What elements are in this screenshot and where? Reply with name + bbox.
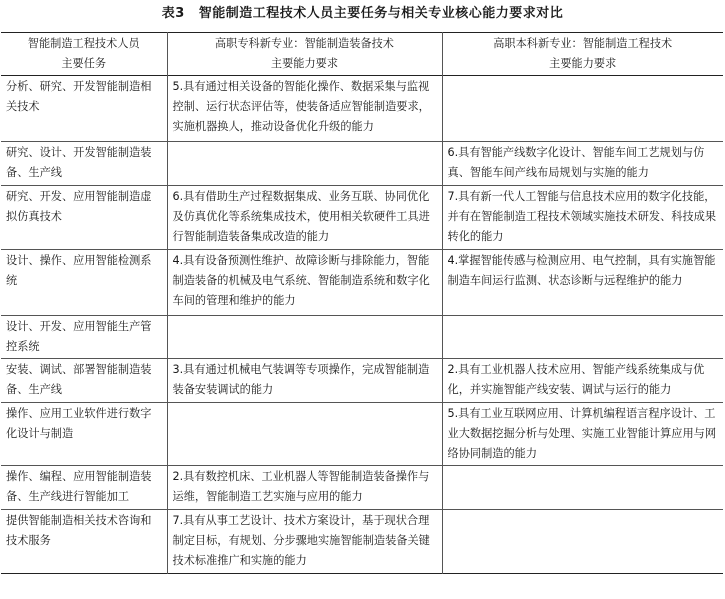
- table-row: [1, 76, 723, 142]
- vocational-cell: 2.具有数控机床、工业机器人等智能制造装备操作与运维，智能制造工艺实施与应用的能力: [167, 466, 442, 510]
- header-undergraduate: [442, 33, 723, 76]
- undergraduate-cell: 6.具有智能产线数字化设计、智能车间工艺规划与仿真、智能车间产线布局规划与实施的能力: [442, 142, 723, 186]
- vocational-cell: 5.具有通过相关设备的智能化操作、数据采集与监视控制、运行状态评估等，使装备适应智能制造要求，实施机器换人，推动设备优化升级的能力: [167, 76, 442, 142]
- task-cell: 分析、研究、开发智能制造相关技术: [6, 80, 152, 113]
- table-row: [1, 186, 723, 250]
- task-cell: 操作、应用工业软件进行数字化设计与制造: [6, 407, 152, 440]
- undergraduate-cell: [442, 466, 723, 510]
- undergraduate-cell: [442, 316, 723, 359]
- header-vocational-line2: 主要能力要求: [270, 57, 339, 70]
- vocational-cell: [167, 316, 442, 359]
- table-row: [1, 250, 723, 316]
- task-cell: 研究、开发、应用智能制造虚拟仿真技术: [6, 190, 152, 223]
- task-cell: 设计、开发、应用智能生产管控系统: [6, 320, 152, 353]
- task-cell: 设计、操作、应用智能检测系统: [6, 254, 152, 287]
- header-task: [1, 33, 167, 76]
- table-number: 表3: [161, 6, 185, 21]
- vocational-cell: [167, 142, 442, 186]
- comparison-table: [1, 32, 723, 574]
- vocational-cell: 6.具有借助生产过程数据集成、业务互联、协同优化及仿真优化等系统集成技术，使用相关软硬件工具进行智能制造装备集成改造的能力: [167, 186, 442, 250]
- table-row: [1, 316, 723, 359]
- task-cell: 操作、编程、应用智能制造装备、生产线进行智能加工: [6, 470, 152, 503]
- header-undergraduate-line1: 高职本科新专业：智能制造工程技术: [493, 37, 673, 50]
- header-vocational-line1: 高职专科新专业：智能制造装备技术: [214, 37, 394, 50]
- undergraduate-cell: 4.掌握智能传感与检测应用、电气控制，具有实施智能制造车间运行监测、状态诊断与远程维护的能力: [442, 250, 723, 316]
- task-cell: 提供智能制造相关技术咨询和技术服务: [6, 514, 152, 547]
- table-caption: [1, 0, 724, 32]
- task-cell: 研究、设计、开发智能制造装备、生产线: [6, 146, 152, 179]
- header-task-line1: 智能制造工程技术人员: [27, 37, 140, 50]
- header-task-line2: 主要任务: [61, 57, 107, 70]
- vocational-cell: 4.具有设备预测性维护、故障诊断与排除能力，智能制造装备的机械及电气系统、智能制造系统和数字化车间的管理和维护的能力: [167, 250, 442, 316]
- vocational-cell: 7.具有从事工艺设计、技术方案设计，基于现状合理制定目标，有规划、分步骤地实施智能制造装备关键技术标准推广和实施的能力: [167, 510, 442, 574]
- table-row: [1, 403, 723, 466]
- undergraduate-cell: [442, 76, 723, 142]
- table-row: [1, 142, 723, 186]
- table-row: [1, 466, 723, 510]
- task-cell: 安装、调试、部署智能制造装备、生产线: [6, 363, 152, 396]
- header-undergraduate-line2: 主要能力要求: [549, 57, 617, 70]
- table-row: [1, 510, 723, 574]
- undergraduate-cell: 5.具有工业互联网应用、计算机编程语言程序设计、工业大数据挖掘分析与处理、实施工业智能计算应用与网络协同制造的能力: [442, 403, 723, 466]
- vocational-cell: [167, 403, 442, 466]
- vocational-cell: 3.具有通过机械电气装调等专项操作，完成智能制造装备安装调试的能力: [167, 359, 442, 403]
- header-row: [1, 33, 723, 76]
- table-row: [1, 359, 723, 403]
- undergraduate-cell: [442, 510, 723, 574]
- undergraduate-cell: 2.具有工业机器人技术应用、智能产线系统集成与优化，并实施智能产线安装、调试与运行的能力: [442, 359, 723, 403]
- table-title: 智能制造工程技术人员主要任务与相关专业核心能力要求对比: [198, 6, 564, 21]
- undergraduate-cell: 7.具有新一代人工智能与信息技术应用的数字化技能，并有在智能制造工程技术领域实施技术研发、科技成果转化的能力: [442, 186, 723, 250]
- header-vocational: [167, 33, 442, 76]
